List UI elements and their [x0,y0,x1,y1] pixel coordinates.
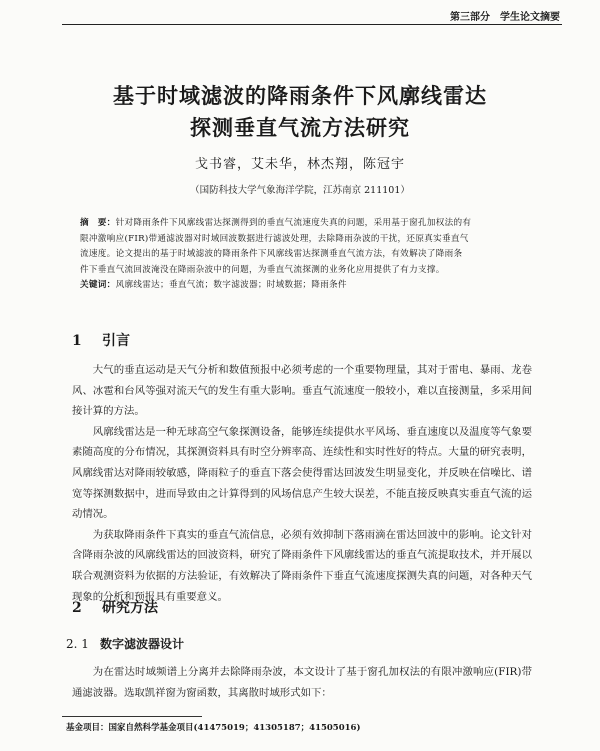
abstract-label: 摘 要： [80,218,116,228]
paper-title-line-2: 探测垂直气流方法研究 [190,115,410,140]
keywords-label: 关键词： [80,280,116,291]
abstract [80,216,525,294]
intro-body [72,360,532,607]
keywords-text: 风廓线雷达；垂直气流；数字滤波器；时域数据；降雨条件 [115,280,347,291]
section-number: 1 [72,333,82,349]
header-rule [62,24,562,25]
paper-title-line-1: 基于时域滤波的降雨条件下风廓线雷达 [113,83,487,108]
method-body [72,662,532,703]
section-number: 2 [72,600,82,616]
section-heading-intro [72,330,130,350]
subsection-title: 数字滤波器设计 [100,637,185,651]
subsection-heading [66,635,184,652]
abstract-line: 件下垂直气流回波淹没在降雨杂波中的问题，为垂直气流探测的业务化应用提供了有力支撑。 [80,264,445,275]
method-paragraph: 为在雷达时域频谱上分离并去除降雨杂波，本文设计了基于窗孔加权法的有限冲激响应(FIR)带通滤波器。选取凯祥窗为窗函数，其离散时域形式如下： [72,666,532,699]
section-title: 引言 [102,333,130,349]
subsection-number: 2. 1 [66,637,89,651]
abstract-line [80,216,525,232]
abstract-line: 流速度。论文提出的基于时域滤波的降雨条件下风廓线雷达探测垂直气流方法，有效解决了降雨条 [80,249,463,260]
intro-paragraph-2: 风廓线雷达是一种无球高空气象探测设备，能够连续提供水平风场、垂直速度以及温度等气象要素随高度的分布情况，其探测资料具有时空分辨率高、连续性和实时性好的特点。大量的研究表明，风廓线雷达对降雨较敏感，降雨粒子的垂直下落会使得雷达回波发生明显变化，并反映在信噪比、谱宽等探测数据中，进而导致由之计算得到的风场信息产生较大误差，不能直接反映真实垂直气流的运动情况。 [72,425,532,521]
funding-footnote: 基金项目：国家自然科学基金项目(41475019；41305187；41505016) [66,723,361,733]
affiliation: （国防科技大学气象海洋学院，江苏南京 211101） [190,185,410,196]
section-heading-method [72,597,158,617]
abstract-line: 限冲激响应(FIR)带通滤波器对时域回波数据进行滤波处理，去除降雨杂波的干扰，还原真实垂直气 [80,233,469,244]
running-header: 第三部分 学生论文摘要 [450,12,560,23]
authors: 戈书睿，艾未华，林杰翔，陈冠宇 [194,157,405,172]
abstract-text: 针对降雨条件下风廓线雷达探测得到的垂直气流速度失真的问题，采用基于窗孔加权法的有 [115,218,472,228]
intro-paragraph-3: 为获取降雨条件下真实的垂直气流信息，必须有效抑制下落雨滴在雷达回波中的影响。论文针对含降雨杂波的风廓线雷达的回波资料，研究了降雨条件下风廓线雷达的垂直气流提取技术，并开展以联合观测资料为依据的方法验证，有效解决了降雨条件下垂直气流速度探测失真的问题，对各种天气现象的分析和预报具有重要意义。 [72,528,532,603]
footnote-rule [62,716,202,717]
intro-paragraph-1: 大气的垂直运动是天气分析和数值预报中必须考虑的一个重要物理量，其对于雷电、暴雨、龙卷风、冰雹和台风等强对流天气的发生有重大影响。垂直气流速度一般较小，难以直接测量，多采用间接计算的方法。 [72,364,532,418]
section-title: 研究方法 [102,600,158,616]
keywords-line [80,278,525,294]
